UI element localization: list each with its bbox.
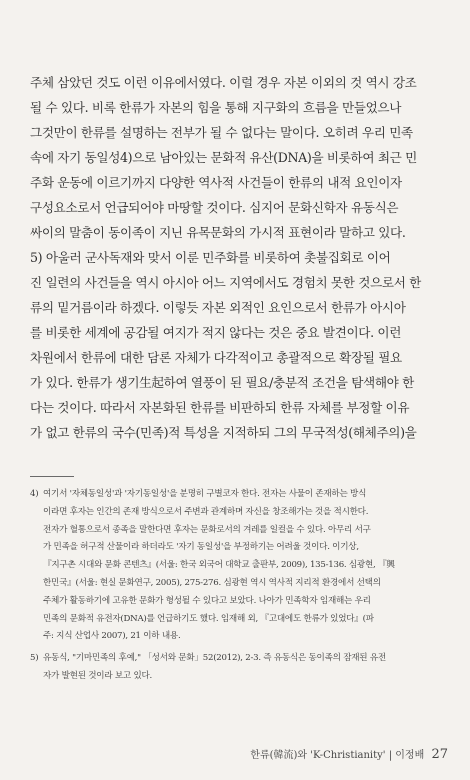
footnote-4 <box>30 486 450 646</box>
body-line: 류의 밑거름이라 하겠다. 이렇듯 자본 외적인 요인으로서 한류가 아시아 <box>30 300 406 315</box>
footnote-divider <box>30 476 74 477</box>
footnote-5 <box>30 650 450 686</box>
footnote-line: 한민국』(서울: 현실 문화연구, 2005), 275-276. 심광현 역시 역사적 지리적 환경에서 선택의 <box>43 577 381 588</box>
body-line: 속에 자기 동일성4)으로 남아있는 문화적 유산(DNA)을 비롯하여 최근 민 <box>30 150 417 165</box>
footnote-number: 5) <box>30 653 39 664</box>
footnote-line: 전자가 혈통으로서 종족을 말한다면 후자는 문화로서의 겨레를 일컬을 수 있다. 아무리 서구 <box>43 524 371 535</box>
body-line: 될 수 있다. 비록 한류가 자본의 힘을 통해 지구화의 흐름을 만들었으나 <box>30 100 402 115</box>
body-line: 가 없고 한류의 국수(민족)적 특성을 지적하되 그의 무국적성(해체주의)을 <box>30 425 417 440</box>
footnote-line: 이라면 후자는 인간의 존재 방식으로서 주변과 관계하며 자신을 창조해가는 것을 적시한다. <box>43 506 369 517</box>
body-line: 진 일련의 사건들을 역시 아시아 어느 지역에서도 경험치 못한 것으로서 한 <box>30 275 421 290</box>
footnote-line: 민족의 문화적 유전자(DNA)를 언급하기도 했다. 임재해 외, 『고대에도 한류가 있었다』(파 <box>43 613 374 624</box>
footnotes <box>30 486 450 686</box>
body-line: 차원에서 한류에 대한 담론 자체가 다각적이고 총괄적으로 확장될 필요 <box>30 350 402 365</box>
body-line: 주체 삼았던 것도 이런 이유에서였다. 이럴 경우 자본 이외의 것 역시 강조 <box>30 75 417 90</box>
body-line: 를 비롯한 세계에 공감될 여지가 적지 않다는 것은 중요 발견이다. 이런 <box>30 325 402 340</box>
footnote-line: 자가 발현된 것이라 보고 있다. <box>43 670 153 681</box>
running-footer <box>250 746 448 762</box>
body-line: 주화 운동에 이르기까지 다양한 역사적 사건들이 한류의 내적 요인이자 <box>30 175 402 190</box>
footnote-line: 여기서 '자체동일성'과 '자기동일성'을 분명히 구별코자 한다. 전자는 사물이 존재하는 방식 <box>43 489 367 499</box>
body-line: 가 있다. 한류가 생기生起하여 열풍이 된 필요/충분적 조건을 탐색해야 한 <box>30 375 414 390</box>
footnote-number: 4) <box>30 489 39 499</box>
body-line: 그것만이 한류를 설명하는 전부가 될 수 없다는 말이다. 오히려 우리 민족 <box>30 125 413 140</box>
page-number: 27 <box>431 747 448 762</box>
footnote-line: 주: 지식 산업사 2007), 21 이하 내용. <box>43 631 181 642</box>
body-line: 다는 것이다. 따라서 자본화된 한류를 비판하되 한류 자체를 부정할 이유 <box>30 400 410 415</box>
footnote-line: 유동식, "기마민족의 후예," 「성서와 문화」52(2012), 2-3. 즉 유동식은 동이족의 잠재된 유전 <box>43 653 386 664</box>
footnote-line: 주체가 활동하기에 고유한 문화가 형성될 수 있다고 보았다. 나아가 민족학자 임재해는 우리 <box>43 595 371 606</box>
body-text <box>30 70 448 445</box>
body-line: 5) 아울러 군사독재와 맞서 이룬 민주화를 비롯하여 촛불집회로 이어 <box>30 250 391 265</box>
footnote-line: 가 민족을 허구적 산물이라 하더라도 '자기 동일성'을 부정하기는 어려울 것이다. 이기상, <box>43 542 359 553</box>
body-line: 구성요소로서 언급되어야 마땅할 것이다. 심지어 문화신학자 유동식은 <box>30 200 399 215</box>
running-title: 한류(韓流)와 'K-Christianity' | 이정배 <box>250 750 425 761</box>
body-line: 싸이의 말춤이 동이족이 지닌 유목문화의 가시적 표현이라 말하고 있다. <box>30 225 406 240</box>
footnote-line: 『지구촌 시대와 문화 콘텐츠』(서울: 한국 외국어 대학교 출판부, 2009), 135-136. 심광현, 『興 <box>43 560 395 571</box>
